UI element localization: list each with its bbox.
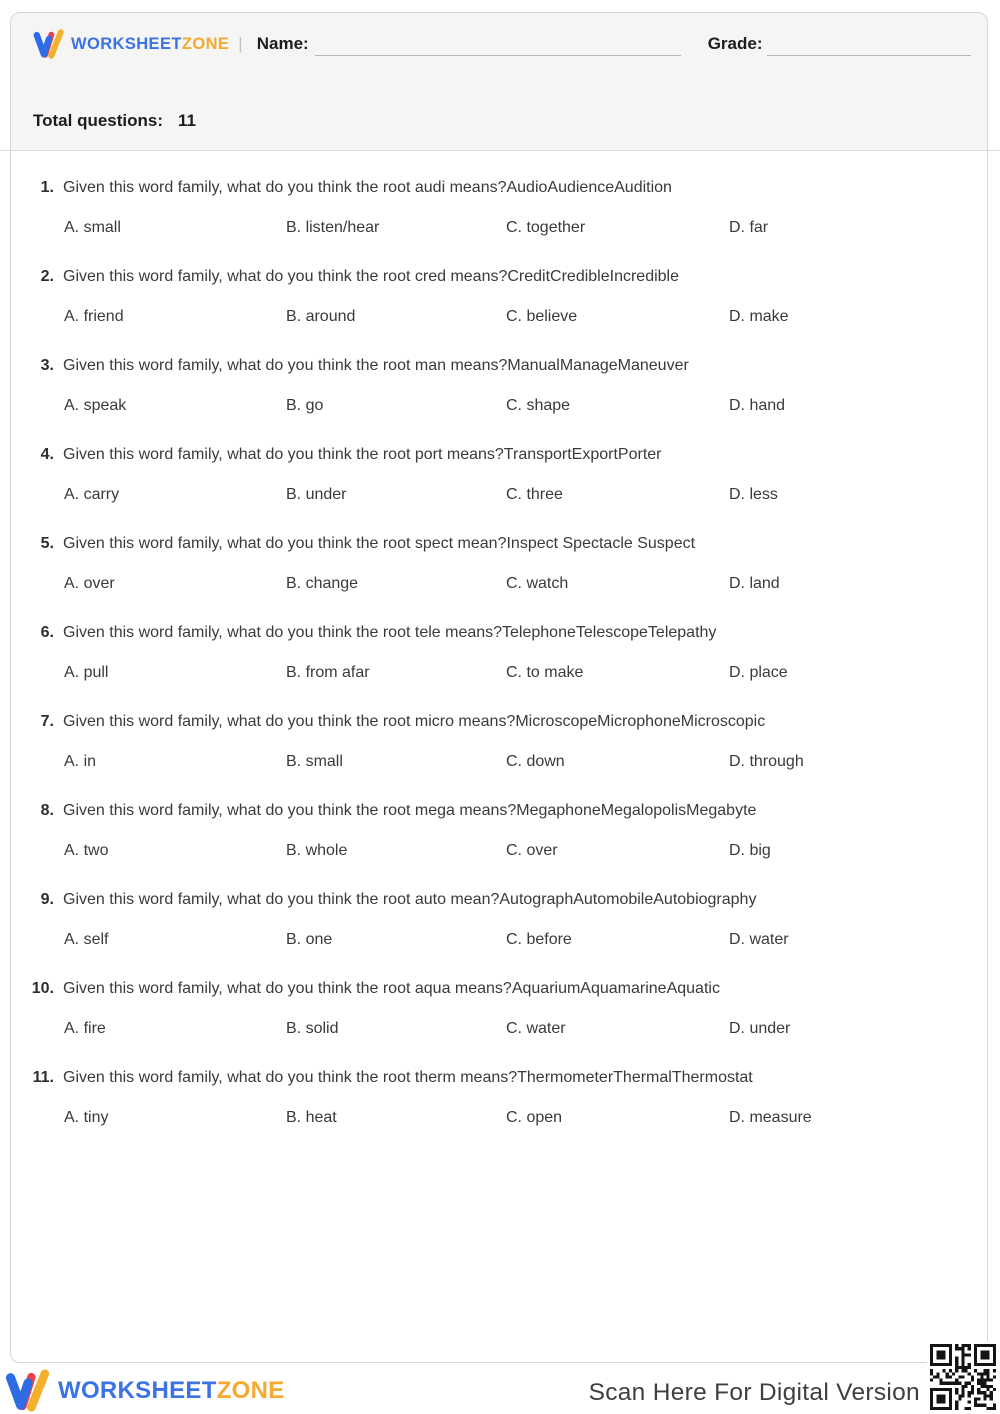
question-text: Given this word family, what do you think the root aqua means?AquariumAquamarineAquatic (63, 980, 720, 997)
questions-list (11, 151, 987, 1128)
question-item-8 (11, 801, 987, 861)
answer-option-b: B. around (286, 308, 356, 325)
brand-word-worksheet: WORKSHEET (58, 1376, 217, 1404)
name-blank-line (315, 32, 681, 56)
answer-options (11, 930, 987, 950)
answer-option-c: C. shape (506, 397, 571, 414)
answer-options (11, 307, 987, 327)
question-item-6 (11, 623, 987, 683)
question-text: Given this word family, what do you think the root mega means?MegaphoneMegalopolisMegabyte (63, 802, 757, 819)
name-label: Name: (256, 34, 309, 53)
footer-brand (5, 1369, 285, 1412)
question-item-9 (11, 890, 987, 950)
brand-word-zone: ZONE (181, 34, 230, 53)
grade-blank-line (767, 32, 971, 56)
answer-option-a: A. speak (64, 397, 127, 414)
answer-option-c: C. over (506, 842, 558, 859)
question-item-11 (11, 1068, 987, 1128)
answer-option-d: D. less (729, 486, 778, 503)
answer-option-b: B. solid (286, 1020, 339, 1037)
question-number: 5. (40, 535, 54, 552)
question-item-7 (11, 712, 987, 772)
answer-option-b: B. under (286, 486, 347, 503)
question-text: Given this word family, what do you think the root cred means?CreditCredibleIncredible (63, 268, 679, 285)
answer-option-d: D. place (729, 664, 788, 681)
answer-option-d: D. far (729, 219, 769, 236)
brand-word-zone: ZONE (216, 1376, 285, 1404)
answer-option-b: B. one (286, 931, 333, 948)
question-number: 9. (40, 891, 54, 908)
answer-option-a: A. small (64, 219, 121, 236)
answer-options (11, 485, 987, 505)
question-number: 7. (40, 713, 54, 730)
answer-option-a: A. over (64, 575, 115, 592)
qr-code (927, 1341, 999, 1413)
header-divider-bar: | (238, 34, 243, 53)
answer-option-b: B. listen/hear (286, 219, 380, 236)
question-item-1 (11, 178, 987, 238)
answer-options (11, 752, 987, 772)
answer-option-b: B. whole (286, 842, 348, 859)
question-number: 11. (32, 1069, 54, 1086)
answer-option-b: B. heat (286, 1109, 337, 1126)
answer-option-c: C. believe (506, 308, 578, 325)
answer-option-c: C. before (506, 931, 572, 948)
answer-option-a: A. carry (64, 486, 120, 503)
answer-option-b: B. go (286, 397, 324, 414)
answer-option-d: D. land (729, 575, 780, 592)
answer-option-d: D. hand (729, 397, 786, 414)
answer-option-a: A. fire (64, 1020, 106, 1037)
footer-brand-wordmark (58, 1377, 285, 1405)
grade-label: Grade: (707, 34, 763, 53)
question-item-5 (11, 534, 987, 594)
answer-option-d: D. big (729, 842, 771, 859)
question-text: Given this word family, what do you think the root tele means?TelephoneTelescopeTelepathy (63, 624, 717, 641)
question-number: 1. (40, 179, 54, 196)
answer-option-a: A. two (64, 842, 109, 859)
answer-options (11, 1108, 987, 1128)
answer-option-a: A. in (64, 753, 97, 770)
question-number: 2. (40, 268, 54, 285)
question-text: Given this word family, what do you think the root man means?ManualManageManeuver (63, 357, 689, 374)
worksheet-card (10, 12, 988, 1363)
question-text: Given this word family, what do you think the root audi means?AudioAudienceAudition (63, 179, 672, 196)
question-number: 6. (40, 624, 54, 641)
answer-option-c: C. three (506, 486, 563, 503)
answer-option-a: A. friend (64, 308, 124, 325)
answer-option-c: C. watch (506, 575, 569, 592)
scan-here-text: Scan Here For Digital Version (588, 1379, 920, 1406)
answer-options (11, 396, 987, 416)
answer-options (11, 1019, 987, 1039)
answer-option-b: B. change (286, 575, 359, 592)
question-item-10 (11, 979, 987, 1039)
question-text: Given this word family, what do you think the root port means?TransportExportPorter (63, 446, 662, 463)
question-text: Given this word family, what do you think the root therm means?ThermometerThermalThermostat (63, 1069, 753, 1086)
question-text: Given this word family, what do you think the root spect mean?Inspect Spectacle Suspect (63, 535, 696, 552)
question-number: 10. (31, 980, 54, 997)
answer-option-c: C. open (506, 1109, 563, 1126)
question-text: Given this word family, what do you think the root auto mean?AutographAutomobileAutobiography (63, 891, 757, 908)
worksheet-header (11, 13, 987, 151)
answer-options (11, 841, 987, 861)
header-body-divider (0, 150, 1000, 151)
brand-wordmark (71, 35, 229, 54)
answer-option-d: D. through (729, 753, 804, 770)
question-item-2 (11, 267, 987, 327)
answer-options (11, 663, 987, 683)
answer-option-d: D. water (729, 931, 789, 948)
answer-option-d: D. measure (729, 1109, 812, 1126)
answer-option-c: C. together (506, 219, 586, 236)
question-text: Given this word family, what do you think the root micro means?MicroscopeMicrophoneMicroscopic (63, 713, 766, 730)
question-item-3 (11, 356, 987, 416)
answer-option-b: B. from afar (286, 664, 370, 681)
total-questions-label: Total questions: (33, 111, 164, 130)
question-number: 3. (40, 357, 54, 374)
worksheet-zone-logo-icon (5, 1369, 51, 1412)
total-questions-value: 11 (178, 111, 196, 130)
answer-option-c: C. water (506, 1020, 566, 1037)
answer-option-b: B. small (286, 753, 343, 770)
answer-option-c: C. to make (506, 664, 584, 681)
question-number: 4. (40, 446, 54, 463)
answer-options (11, 218, 987, 238)
answer-option-d: D. under (729, 1020, 791, 1037)
answer-option-a: A. self (64, 931, 109, 948)
question-number: 8. (40, 802, 54, 819)
answer-option-a: A. tiny (64, 1109, 109, 1126)
answer-options (11, 574, 987, 594)
answer-option-d: D. make (729, 308, 789, 325)
answer-option-c: C. down (506, 753, 565, 770)
brand-word-worksheet: WORKSHEET (71, 34, 182, 53)
worksheet-zone-logo-icon (33, 29, 65, 59)
header-brand-row (33, 27, 971, 61)
question-item-4 (11, 445, 987, 505)
total-questions-row (33, 111, 971, 131)
answer-option-a: A. pull (64, 664, 109, 681)
